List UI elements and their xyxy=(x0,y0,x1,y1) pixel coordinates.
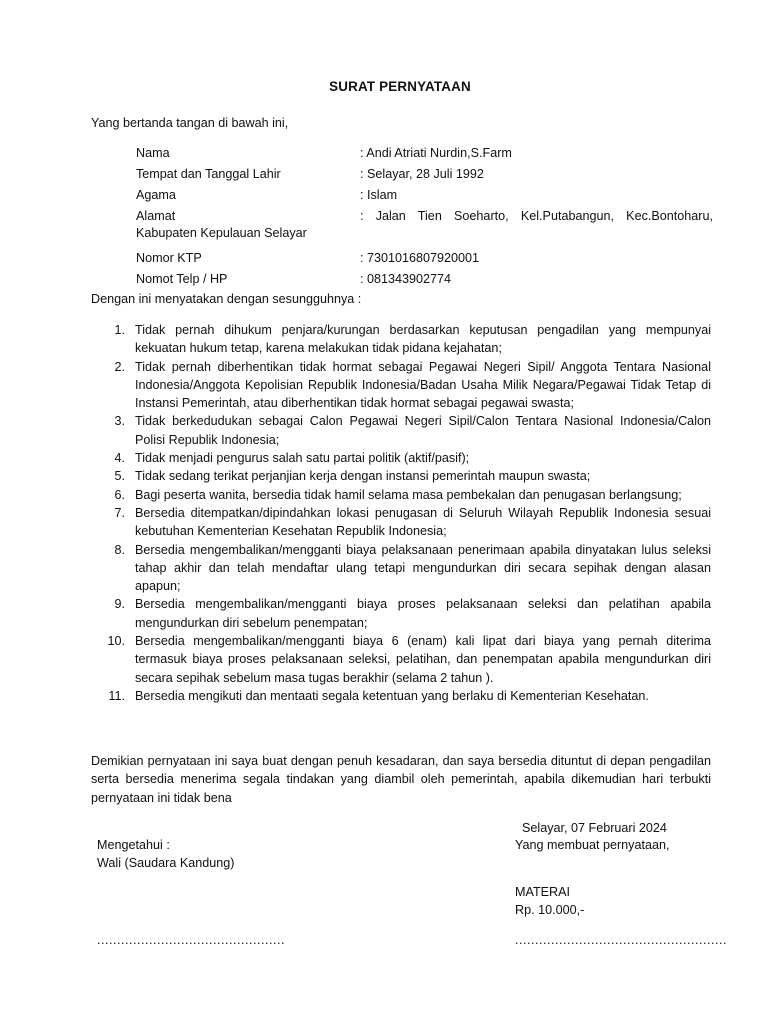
identity-block xyxy=(136,145,713,292)
identity-row-alamat xyxy=(136,208,713,250)
identity-label: Nama xyxy=(136,146,170,160)
identity-value: : Andi Atriati Nurdin,S.Farm xyxy=(360,146,512,160)
declaration-list xyxy=(91,321,711,705)
item-text: Bersedia mengembalikan/mengganti biaya 6 (enam) kali lipat dari biaya yang pernah diterima termasuk biaya proses pelaksanaan seleksi, pelatihan, dan penempatan apabila mengundurkan diri secara sepihak sebelum masa tugas berakhir (selama 2 tahun ). xyxy=(135,634,711,685)
list-item xyxy=(91,595,711,632)
maker-label: Yang membuat pernyataan, xyxy=(515,838,670,852)
item-text: Tidak berkedudukan sebagai Calon Pegawai Negeri Sipil/Calon Tentara Nasional Indonesia/Calon Polisi Republik Indonesia; xyxy=(135,414,711,447)
list-item xyxy=(91,541,711,596)
list-item xyxy=(91,449,711,467)
list-item xyxy=(91,504,711,541)
identity-row-ktp xyxy=(136,250,713,271)
acknowledged-label: Mengetahui : xyxy=(97,838,170,852)
identity-row-nama xyxy=(136,145,713,166)
list-item xyxy=(91,486,711,504)
identity-row-ttl xyxy=(136,166,713,187)
item-text: Bersedia ditempatkan/dipindahkan lokasi penugasan di Seluruh Wilayah Republik Indonesia sesuai kebutuhan Kementerian Kesehatan Republik Indonesia; xyxy=(135,505,711,539)
item-number: 11. xyxy=(108,688,125,703)
declaration-intro: Dengan ini menyatakan dengan sesungguhnya : xyxy=(91,292,362,306)
item-number: 10. xyxy=(107,634,125,649)
identity-label: Alamat xyxy=(136,209,176,223)
list-item xyxy=(91,358,711,413)
identity-label: Nomot Telp / HP xyxy=(136,272,228,286)
materai-label: MATERAI xyxy=(515,885,571,899)
list-item xyxy=(91,321,711,358)
item-text: Tidak menjadi pengurus salah satu partai politik (aktif/pasif); xyxy=(135,451,470,466)
guardian-label: Wali (Saudara Kandung) xyxy=(97,856,235,870)
identity-value: : Selayar, 28 Juli 1992 xyxy=(360,167,484,181)
item-number: 2. xyxy=(114,359,125,374)
identity-value: : 7301016807920001 xyxy=(360,251,480,265)
item-number: 7. xyxy=(114,505,125,520)
item-number: 8. xyxy=(114,542,125,557)
item-text: Bersedia mengembalikan/mengganti biaya proses pelaksanaan seleksi dan pelatihan apabila mengundurkan diri sebelum penempatan; xyxy=(135,597,711,630)
item-number: 6. xyxy=(114,487,125,502)
address-continuation: Kabupaten Kepulauan Selayar xyxy=(136,226,307,240)
document-title: SURAT PERNYATAAN xyxy=(329,79,471,94)
item-number: 4. xyxy=(114,451,125,466)
identity-label: Tempat dan Tanggal Lahir xyxy=(136,167,281,181)
identity-row-telp xyxy=(136,271,713,292)
item-number: 3. xyxy=(114,414,125,429)
list-item xyxy=(91,687,711,705)
signature-date: Selayar, 07 Februari 2024 xyxy=(522,821,667,835)
intro-text: Yang bertanda tangan di bawah ini, xyxy=(91,116,289,130)
closing-paragraph: Demikian pernyataan ini saya buat dengan penuh kesadaran, dan saya bersedia dituntut di depan pengadilan serta bersedia menerima segala tindakan yang diambil oleh pemerintah, apabila dikemudian hari terbukti pernyataan ini tidak bena xyxy=(91,754,711,805)
materai-value: Rp. 10.000,- xyxy=(515,903,585,917)
item-text: Bersedia mengikuti dan mentaati segala ketentuan yang berlaku di Kementerian Kesehatan. xyxy=(135,688,649,703)
item-number: 1. xyxy=(114,323,125,337)
item-text: Bersedia mengembalikan/mengganti biaya pelaksanaan penerimaan apabila dinyatakan lulus seleksi tahap akhir dan telah mendaftar ulang tetapi mengundurkan diri secara sepihak dengan alasan apapun; xyxy=(135,542,711,594)
identity-row-agama xyxy=(136,187,713,208)
item-text: Tidak sedang terikat perjanjian kerja dengan instansi pemerintah maupun swasta; xyxy=(135,469,591,484)
identity-label: Agama xyxy=(136,188,176,202)
guardian-signature-line: ............................................... xyxy=(97,933,285,947)
identity-value: : 081343902774 xyxy=(360,272,452,286)
list-item xyxy=(91,412,711,449)
identity-value: : Jalan Tien Soeharto, Kel.Putabangun, Kec.Bontoharu, xyxy=(360,209,713,223)
item-text: Tidak pernah diberhentikan tidak hormat sebagai Pegawai Negeri Sipil/ Anggota Tentara Nasional Indonesia/Anggota Kepolisian Republik Indonesia/Badan Usaha Milik Negara/Pegawai Tidak Tetap di Instansi Pemerintah, atau diberhentikan tidak hormat sebagai pegawai swasta; xyxy=(135,359,711,411)
item-number: 9. xyxy=(114,597,125,612)
list-item xyxy=(91,467,711,485)
item-text: Bagi peserta wanita, bersedia tidak hamil selama masa pembekalan dan penugasan berlangsung; xyxy=(135,487,682,502)
item-number: 5. xyxy=(114,469,125,484)
list-item xyxy=(91,632,711,687)
item-text: Tidak pernah dihukum penjara/kurungan berdasarkan keputusan pengadilan yang mempunyai kekuatan hukum tetap, karena melakukan tidak pidana kejahatan; xyxy=(135,323,711,356)
identity-value: : Islam xyxy=(360,188,398,202)
maker-signature-line: ..................................................... xyxy=(515,933,727,947)
identity-label: Nomor KTP xyxy=(136,251,202,265)
